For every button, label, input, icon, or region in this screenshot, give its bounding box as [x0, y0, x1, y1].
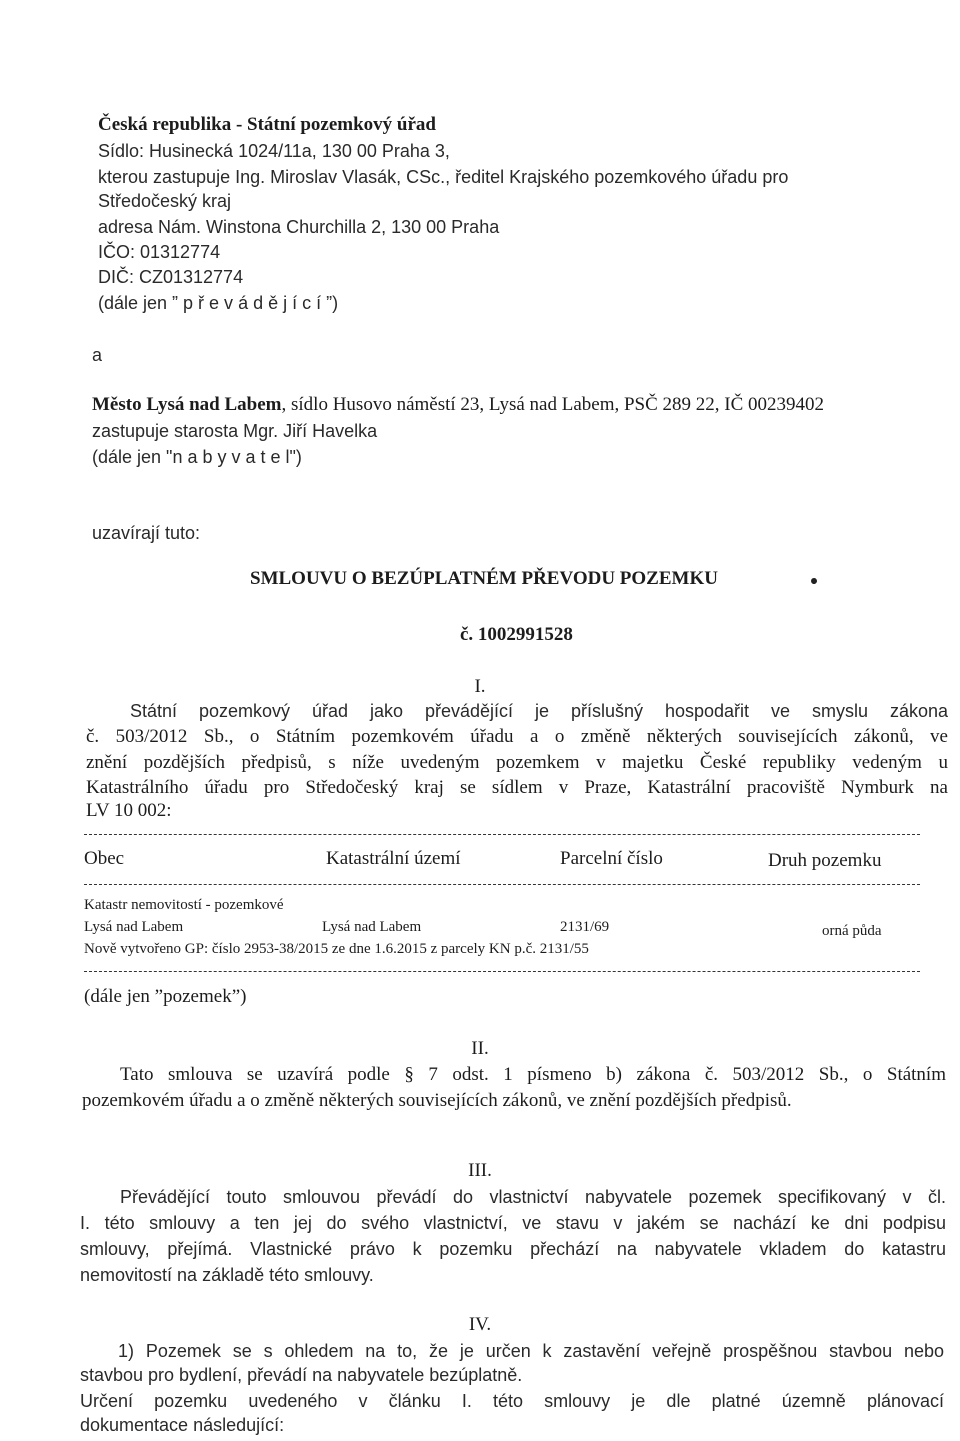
acquirer-line	[92, 394, 824, 416]
contract-title: SMLOUVU O BEZÚPLATNÉM PŘEVODU POZEMKU	[250, 568, 718, 589]
col-header-obec: Obec	[84, 848, 125, 869]
section-3-last-line: nemovitostí na základě této smlouvy.	[80, 1265, 374, 1285]
conjunction: a	[92, 345, 103, 365]
section-1-line-1: Státní pozemkový úřad jako převádějící je příslušný hospodařit ve smyslu zákona	[130, 701, 948, 721]
section-1-line-3: znění pozdějších předpisů, s níže uvedeným pozemkem v majetku České republiky vedeným u	[86, 752, 948, 773]
cell-parcelni-cislo: 2131/69	[560, 919, 610, 935]
acquirer-name: Město Lysá nad Labem	[92, 394, 282, 415]
transferor-address: adresa Nám. Winstona Churchilla 2, 130 00 Praha	[98, 217, 500, 237]
section-2-heading: II.	[471, 1038, 489, 1059]
table-rule-bottom	[84, 971, 920, 972]
transferor-ico: IČO: 01312774	[98, 242, 221, 262]
transferor-role: (dále jen ” p ř e v á d ě j í c í ”)	[98, 293, 339, 313]
contract-number: č. 1002991528	[460, 624, 573, 645]
cell-obec: Lysá nad Labem	[84, 919, 184, 935]
acquirer-details: , sídlo Husovo náměstí 23, Lysá nad Labem, PSČ 289 22, IČ 00239402	[281, 394, 825, 415]
land-alias: (dále jen ”pozemek”)	[84, 986, 247, 1007]
section-3-line-2: I. této smlouvy a ten jej do svého vlastnictví, ve stavu v jakém se nachází ke dni podpisu	[80, 1213, 946, 1233]
section-1-line-4: Katastrálního úřadu pro Středočeský kraj se sídlem v Praze, Katastrální pracoviště Nymburk na	[86, 777, 948, 798]
conclude-text: uzavírají tuto:	[92, 523, 201, 543]
section-2-line-1: Tato smlouva se uzavírá podle § 7 odst. 1 písmeno b) zákona č. 503/2012 Sb., o Státním	[120, 1064, 946, 1085]
transferor-represented-2: Středočeský kraj	[98, 191, 232, 211]
section-3-line-1: Převádějící touto smlouvou převádí do vlastnictví nabyvatele pozemek specifikovaný v čl.	[120, 1187, 946, 1207]
transferor-represented-1: kterou zastupuje Ing. Miroslav Vlasák, CSc., ředitel Krajského pozemkového úřadu pro	[98, 167, 789, 187]
table-rule-top	[84, 834, 920, 835]
col-header-druh-pozemku: Druh pozemku	[768, 850, 882, 871]
register-label: Katastr nemovitostí - pozemkové	[84, 897, 284, 913]
section-1-last-line: LV 10 002:	[86, 800, 172, 821]
transferor-name: Česká republika - Státní pozemkový úřad	[98, 114, 437, 135]
pen-mark	[810, 577, 818, 585]
col-header-katastralni-uzemi: Katastrální území	[326, 848, 461, 869]
section-2-line-2: pozemkovém úřadu a o změně některých souvisejících zákonů, ve znění pozdějších předpisů.	[82, 1090, 792, 1111]
table-rule-mid	[84, 884, 920, 885]
transferor-dic: DIČ: CZ01312774	[98, 267, 244, 287]
section-4-line-1: 1) Pozemek se s ohledem na to, že je určen k zastavění veřejně prospěšnou stavbou nebo	[118, 1341, 944, 1361]
section-4-line-3: Určení pozemku uvedeného v článku I. této smlouvy je dle platné územně plánovací	[80, 1391, 944, 1411]
cell-druh-pozemku: orná půda	[822, 923, 882, 939]
section-4-heading: IV.	[468, 1314, 492, 1335]
section-4-line-4: dokumentace následující:	[80, 1415, 285, 1435]
section-3-heading: III.	[468, 1160, 492, 1181]
parcel-note: Nově vytvořeno GP: číslo 2953-38/2015 ze dne 1.6.2015 z parcely KN p.č. 2131/55	[84, 941, 589, 957]
cell-katastralni-uzemi: Lysá nad Labem	[322, 919, 422, 935]
acquirer-role: (dále jen "n a b y v a t e l")	[92, 447, 302, 467]
section-1-heading: I.	[474, 676, 486, 697]
col-header-parcelni-cislo: Parcelní číslo	[560, 848, 663, 869]
section-3-line-3: smlouvy, přejímá. Vlastnické právo k pozemku přechází na nabyvatele vkladem do katastru	[80, 1239, 946, 1259]
section-4-line-2: stavbou pro bydlení, převádí na nabyvatele bezúplatně.	[80, 1365, 523, 1385]
transferor-seat: Sídlo: Husinecká 1024/11a, 130 00 Praha 3,	[98, 141, 450, 161]
acquirer-represented: zastupuje starosta Mgr. Jiří Havelka	[92, 421, 378, 441]
section-1-line-2: č. 503/2012 Sb., o Státním pozemkovém úřadu a o změně některých souvisejících zákonů, ve	[86, 726, 948, 747]
